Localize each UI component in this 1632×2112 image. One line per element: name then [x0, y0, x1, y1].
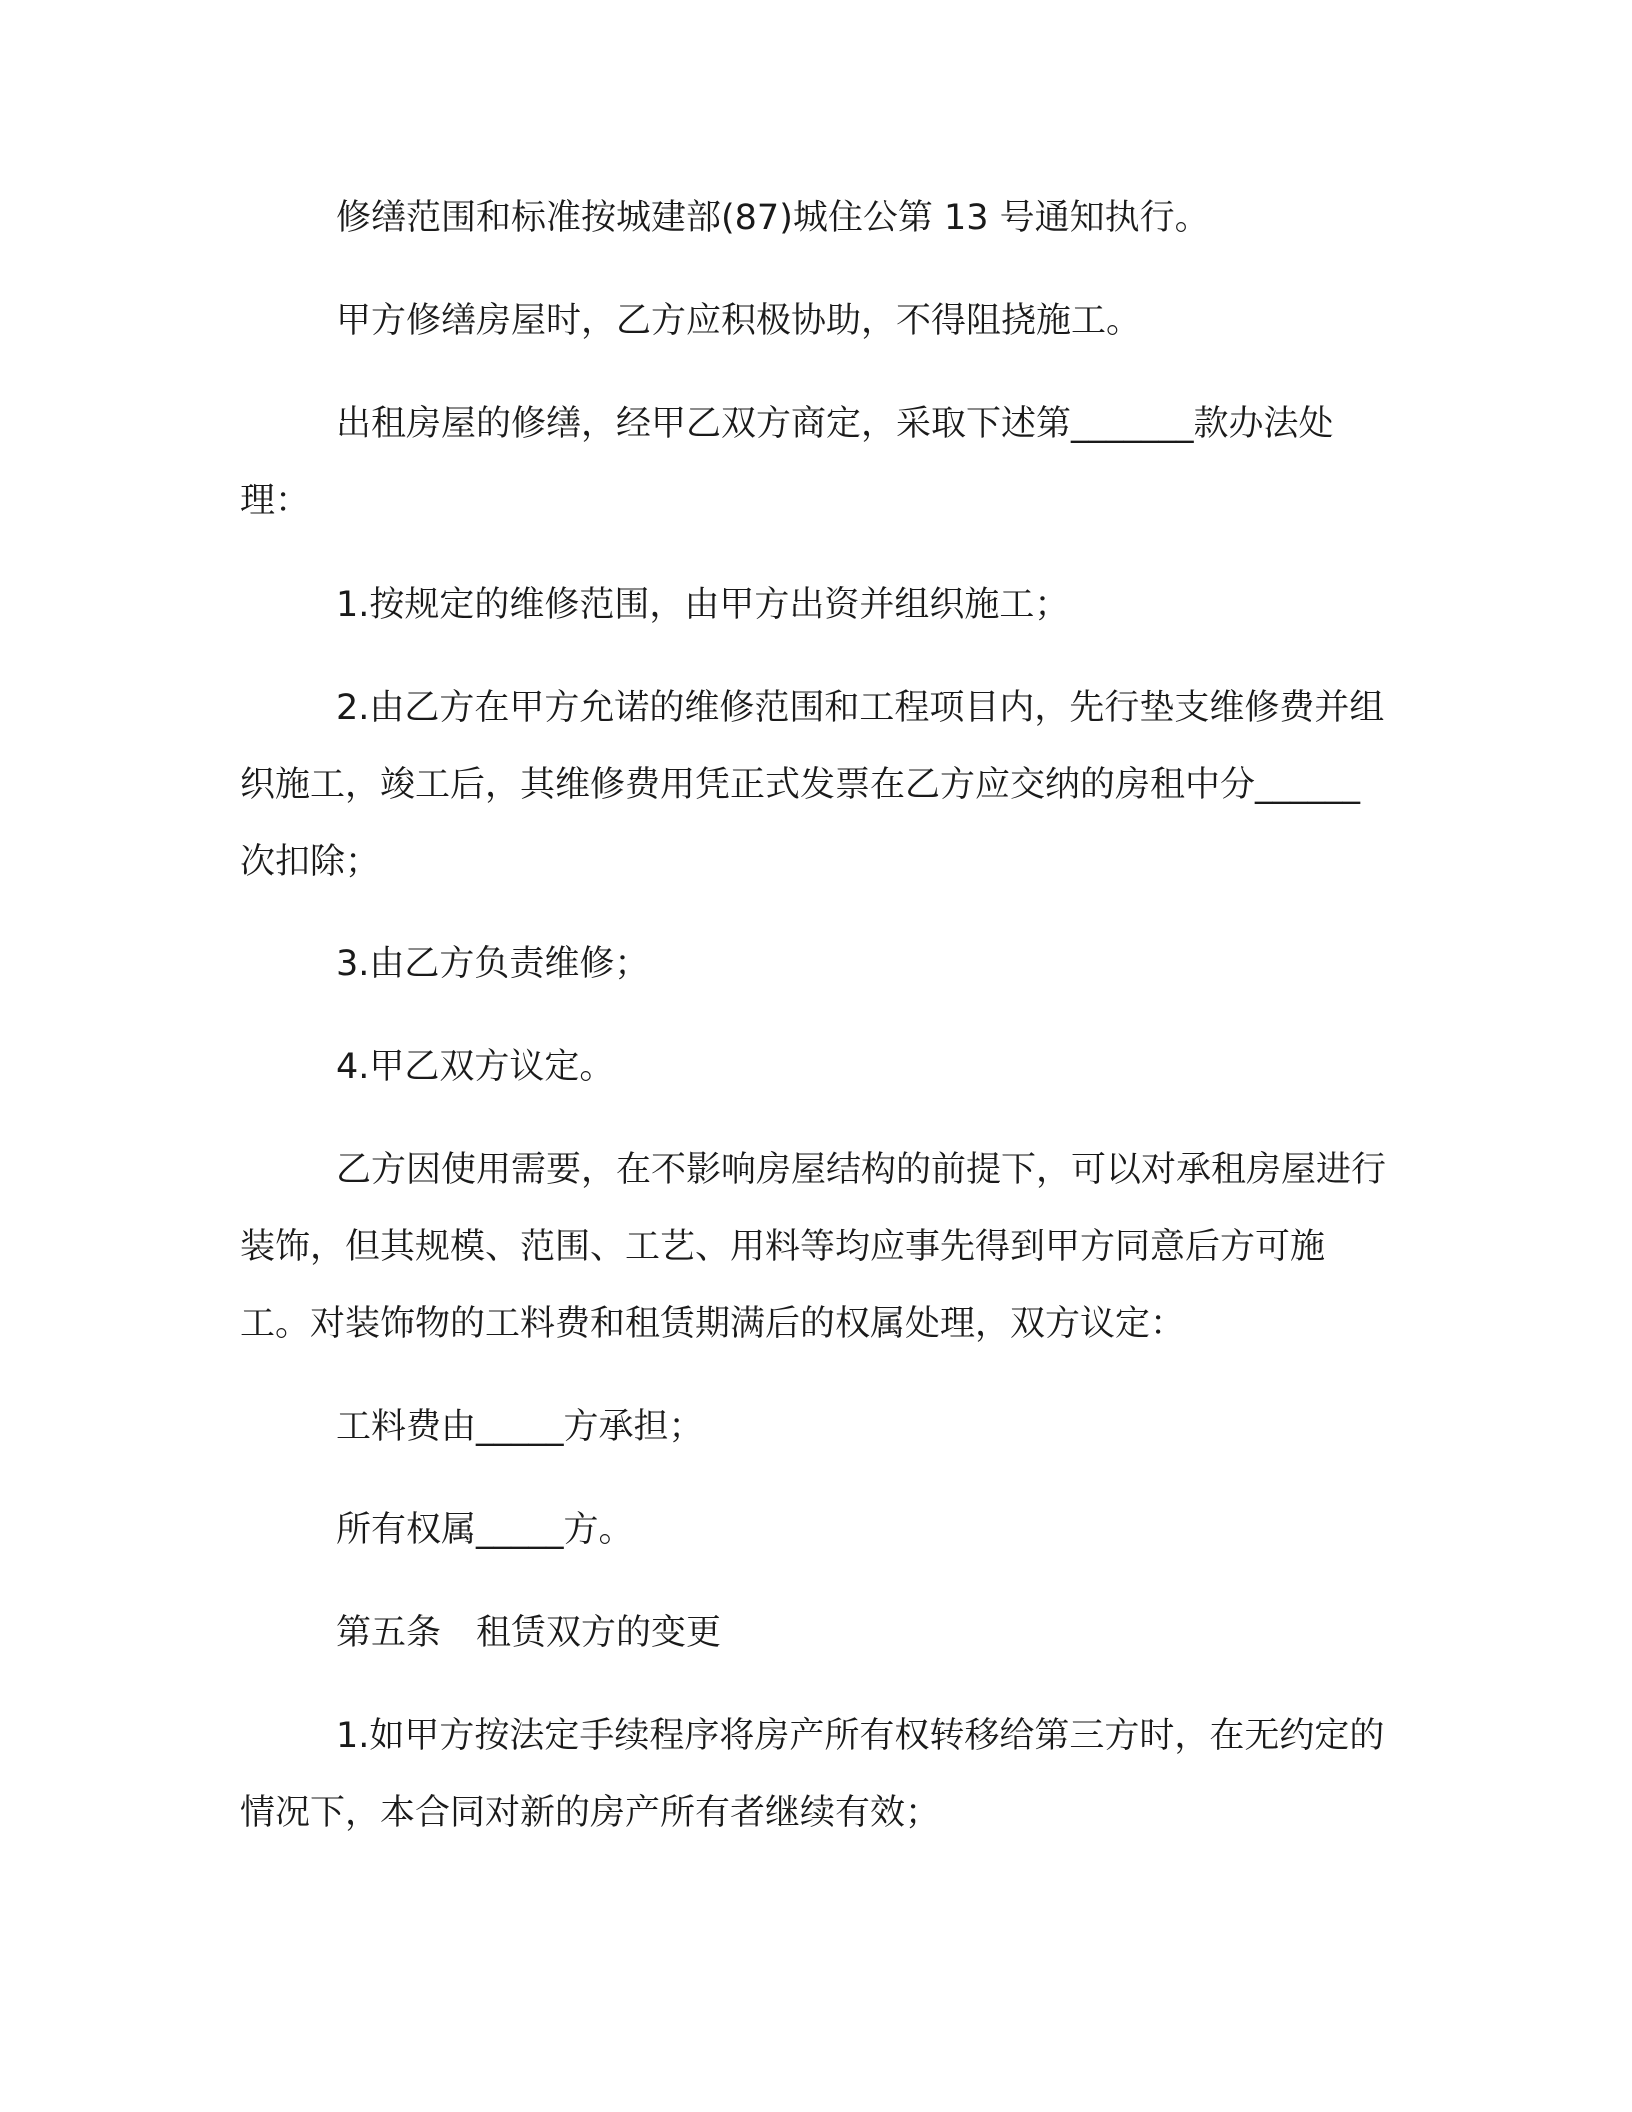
paragraph-repair-scope: 修缮范围和标准按城建部(87)城住公第 13 号通知执行。	[336, 198, 1210, 238]
paragraph-option-3: 3.由乙方负责维修；	[336, 944, 650, 984]
paragraph-repair-cooperation: 甲方修缮房屋时，乙方应积极协助，不得阻挠施工。	[336, 301, 1142, 341]
paragraph-material-cost: 工料费由_____方承担；	[336, 1407, 704, 1447]
paragraph-option-1: 1.按规定的维修范围，由甲方出资并组织施工；	[336, 585, 1070, 625]
paragraph-decoration: 乙方因使用需要，在不影响房屋结构的前提下，可以对承租房屋进行装饰，但其规模、范围、工艺、用料等均应事先得到甲方同意后方可施工。对装饰物的工料费和租赁期满后的权属处理，双方议定：	[240, 1150, 1387, 1344]
paragraph-option-2: 2.由乙方在甲方允诺的维修范围和工程项目内，先行垫支维修费并组织施工，竣工后，其维修费用凭正式发票在乙方应交纳的房租中分______次扣除；	[240, 688, 1385, 882]
paragraph-change-1: 1.如甲方按法定手续程序将房产所有权转移给第三方时，在无约定的情况下，本合同对新的房产所有者继续有效；	[240, 1716, 1385, 1833]
paragraph-repair-method: 出租房屋的修缮，经甲乙双方商定，采取下述第_______款办法处理：	[240, 404, 1334, 521]
paragraph-ownership: 所有权属_____方。	[336, 1510, 634, 1550]
paragraph-option-4: 4.甲乙双方议定。	[336, 1047, 615, 1087]
section-heading-article-5: 第五条 租赁双方的变更	[336, 1613, 722, 1653]
